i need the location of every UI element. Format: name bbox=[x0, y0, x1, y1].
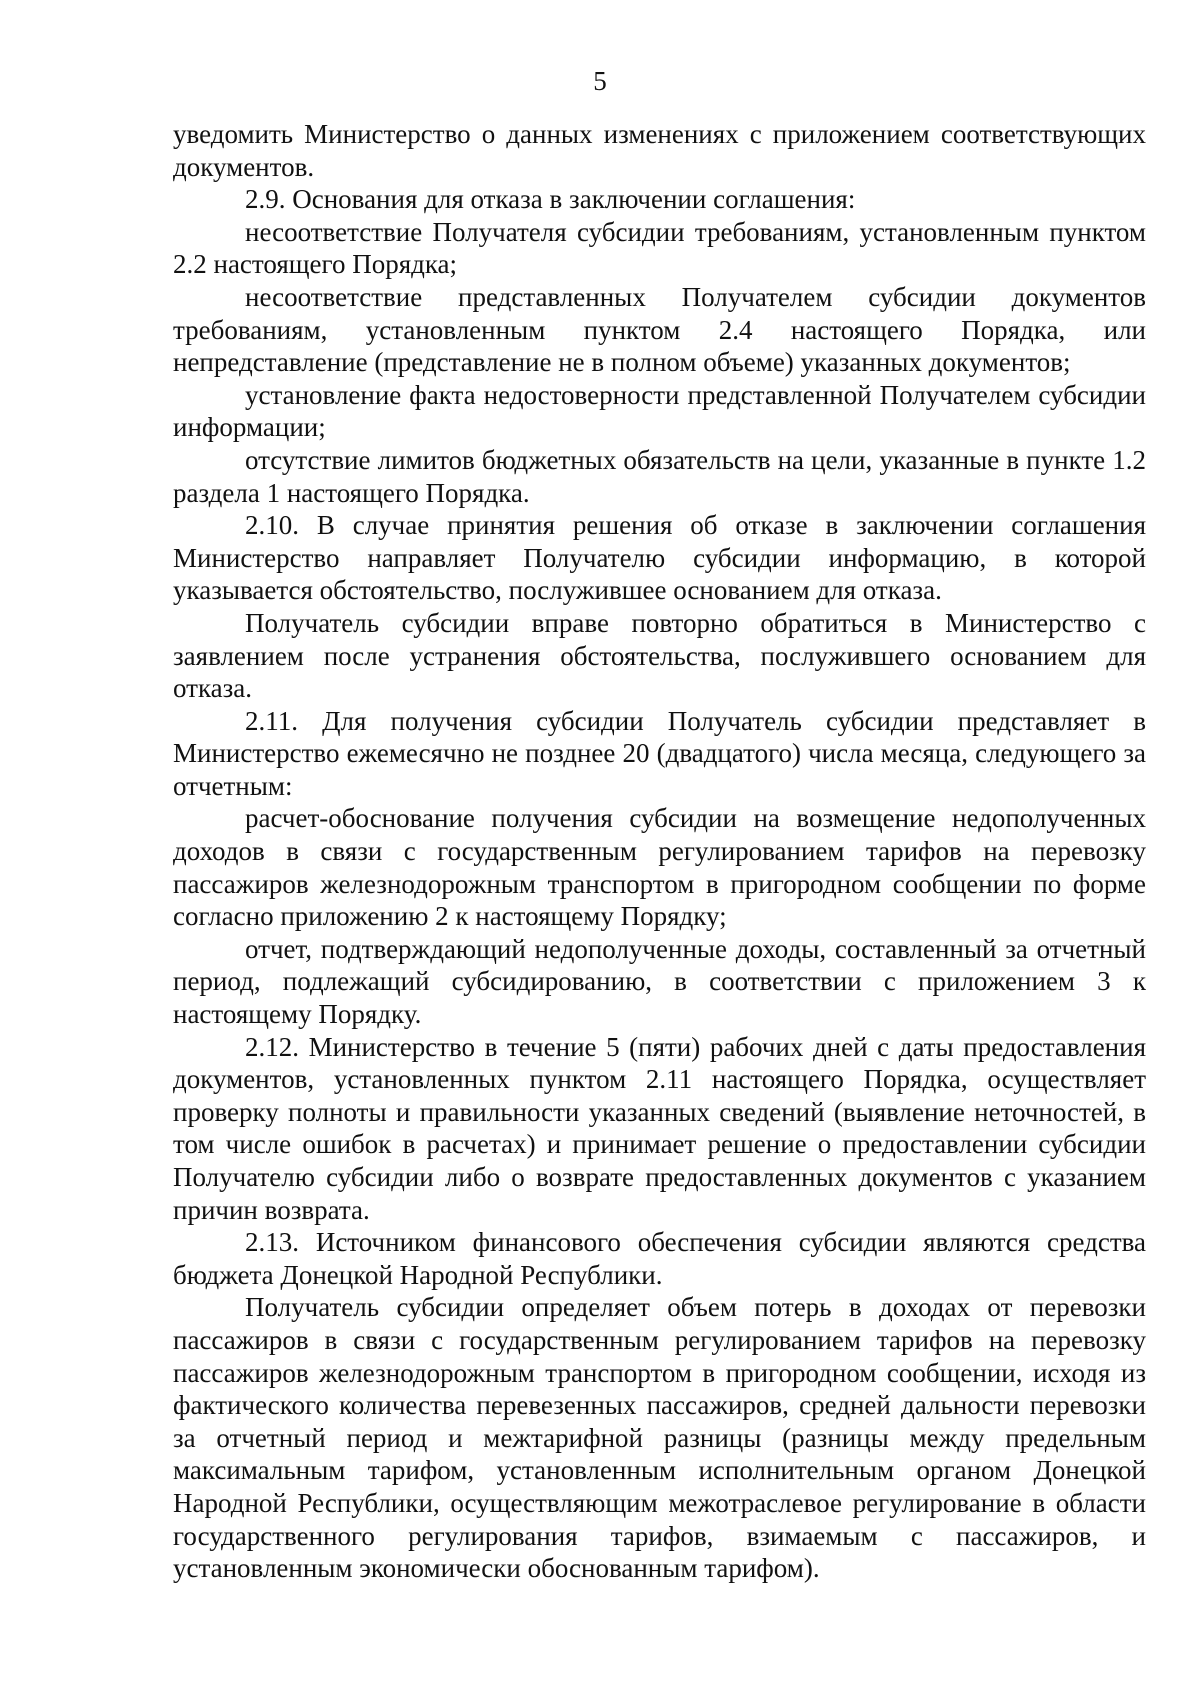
paragraph: отсутствие лимитов бюджетных обязательств на цели, указанные в пункте 1.2 раздела 1 настоящего Порядка. bbox=[173, 444, 1146, 508]
paragraph: 2.12. Министерство в течение 5 (пяти) рабочих дней с даты предоставления документов, установленных пунктом 2.11 настоящего Порядка, осуществляет проверку полноты и правильности указанных сведений (выявление неточностей, в том числе ошибок в расчетах) и принимает решение о предоставлении субсидии Получателю субсидии либо о возврате предоставленных документов с указанием причин возврата. bbox=[173, 1031, 1146, 1225]
page-number: 5 bbox=[593, 66, 607, 96]
paragraph: несоответствие представленных Получателем субсидии документов требованиям, установленным пунктом 2.4 настоящего Порядка, или непредставление (представление не в полном объеме) указанных документов; bbox=[173, 281, 1146, 378]
paragraph: 2.13. Источником финансового обеспечения субсидии являются средства бюджета Донецкой Народной Республики. bbox=[173, 1227, 1146, 1290]
paragraph: Получатель субсидии вправе повторно обратиться в Министерство с заявлением после устранения обстоятельства, послужившего основанием для отказа. bbox=[173, 607, 1146, 704]
paragraph: 2.9. Основания для отказа в заключении соглашения: bbox=[245, 184, 856, 215]
paragraph: отчет, подтверждающий недополученные доходы, составленный за отчетный период, подлежащий субсидированию, в соответствии с приложением 3 к настоящему Порядку. bbox=[173, 933, 1146, 1030]
paragraph: 2.10. В случае принятия решения об отказе в заключении соглашения Министерство направляет Получателю субсидии информацию, в которой указывается обстоятельство, послужившее основанием для отказа. bbox=[173, 510, 1146, 606]
document-body bbox=[173, 118, 1146, 1585]
paragraph: установление факта недостоверности представленной Получателем субсидии информации; bbox=[173, 379, 1146, 443]
paragraph: несоответствие Получателя субсидии требованиям, установленным пунктом 2.2 настоящего Порядка; bbox=[173, 216, 1146, 280]
paragraph: 2.11. Для получения субсидии Получатель субсидии представляет в Министерство ежемесячно не позднее 20 (двадцатого) числа месяца, следующего за отчетным: bbox=[173, 705, 1146, 801]
paragraph: уведомить Министерство о данных изменениях с приложением соответствующих документов. bbox=[173, 119, 1146, 182]
paragraph: расчет-обоснование получения субсидии на возмещение недополученных доходов в связи с государственным регулированием тарифов на перевозку пассажиров железнодорожным транспортом в пригородном сообщении по форме согласно приложению 2 к настоящему Порядку; bbox=[173, 803, 1146, 932]
paragraph: Получатель субсидии определяет объем потерь в доходах от перевозки пассажиров в связи с государственным регулированием тарифов на перевозку пассажиров железнодорожным транспортом в пригородном сообщении, исходя из фактического количества перевезенных пассажиров, средней дальности перевозки за отчетный период и межтарифной разницы (разницы между предельным максимальным тарифом, установленным исполнительным органом Донецкой Народной Республики, осуществляющим межотраслевое регулирование в области государственного регулирования тарифов, взимаемым с пассажиров, и установленным экономически обоснованным тарифом). bbox=[173, 1292, 1146, 1584]
